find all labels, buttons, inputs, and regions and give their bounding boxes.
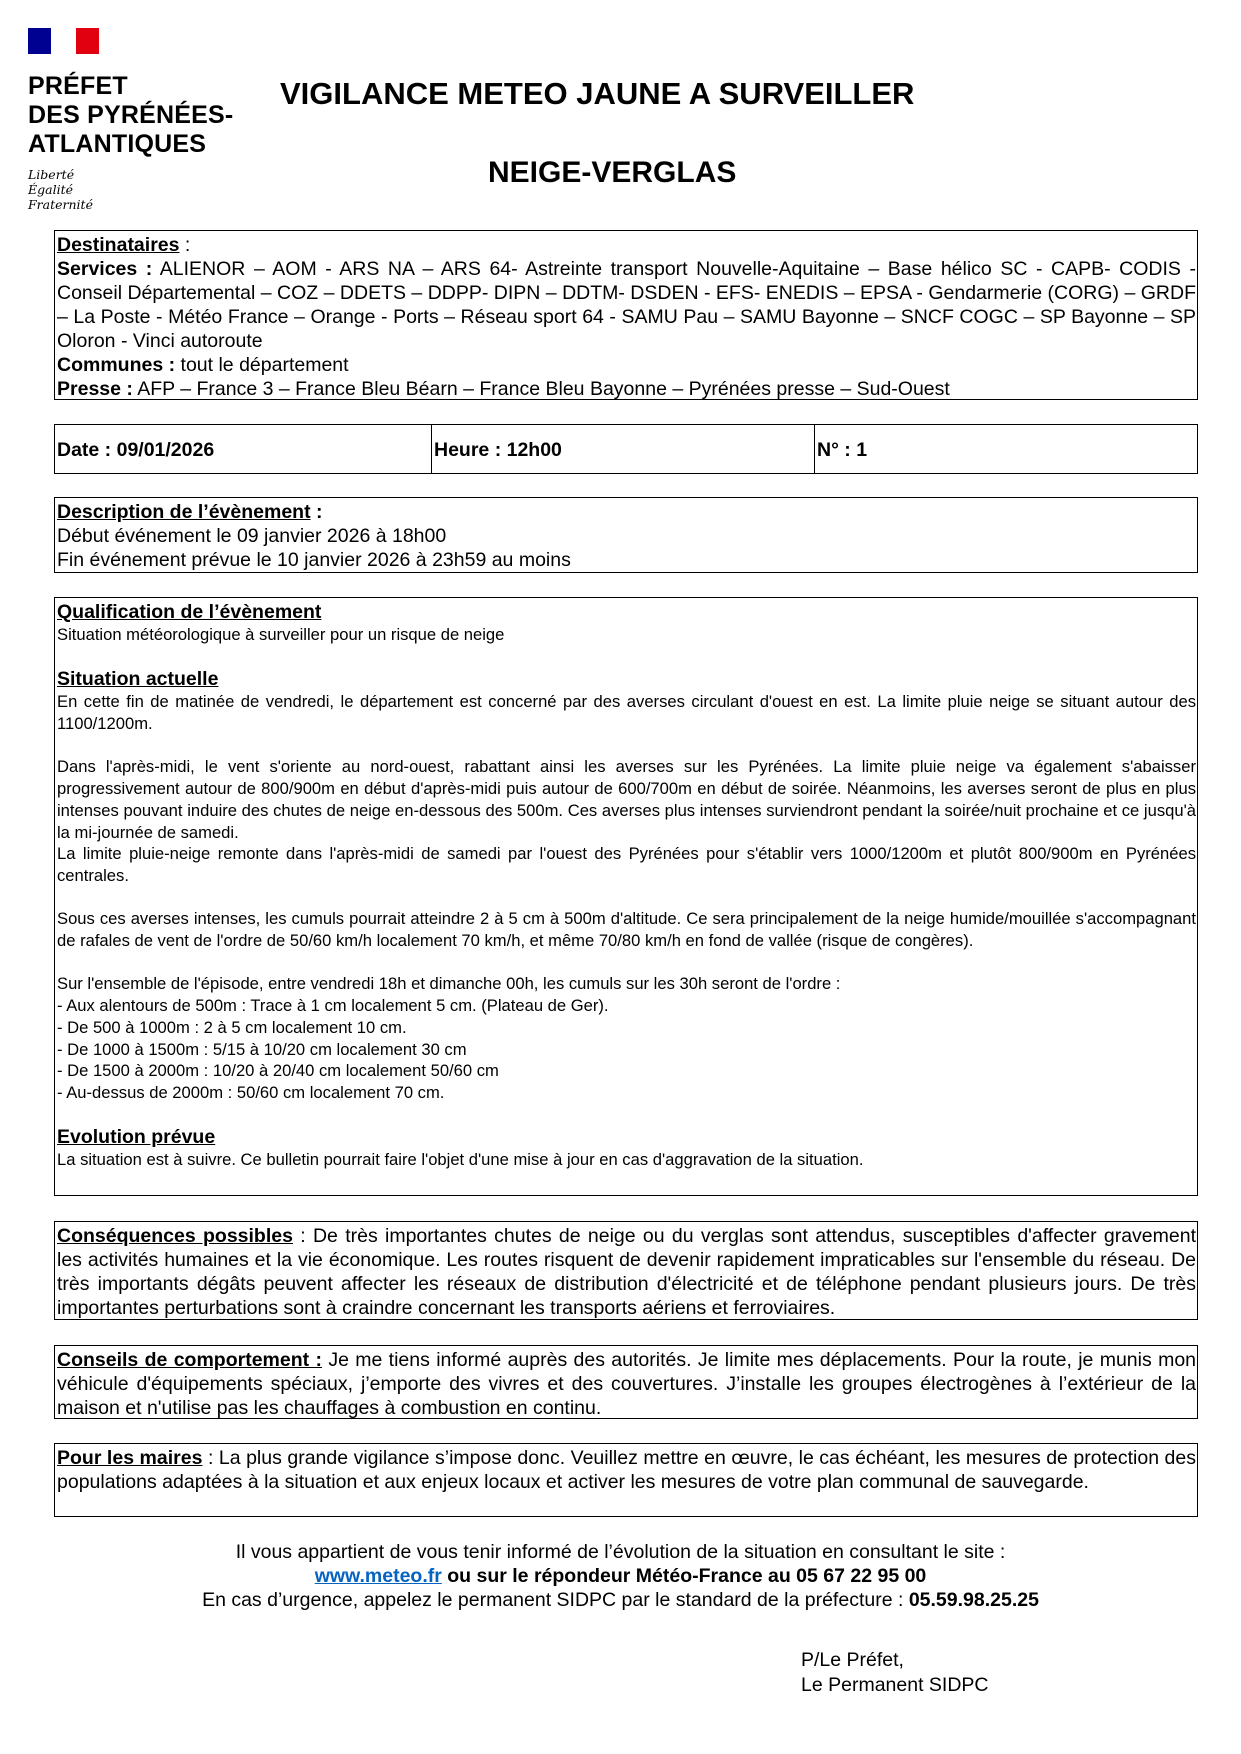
description-box: Description de l’évènement : Début événement le 09 janvier 2026 à 18h00 Fin événement prévue le 10 janvier 2026 à 23h59 au moins — [54, 497, 1198, 573]
qualification-text: Situation météorologique à surveiller pour un risque de neige — [57, 625, 505, 644]
devise: Liberté Égalité Fraternité — [28, 167, 93, 212]
french-flag-icon — [28, 28, 99, 54]
situation-p1: En cette fin de matinée de vendredi, le département est concerné par des averses circulant d'ouest en est. La limite pluie neige se situant autour des 1100/1200m. — [57, 692, 1196, 734]
page-subtitle: NEIGE-VERGLAS — [488, 156, 737, 189]
conseils-box — [54, 1345, 1198, 1419]
cumuls-list-item: - Aux alentours de 500m : Trace à 1 cm localement 5 cm. (Plateau de Ger). — [57, 996, 609, 1016]
qualification-box — [54, 597, 1198, 1196]
evolution-text: La situation est à suivre. Ce bulletin pourrait faire l'objet d'une mise à jour en cas d'aggravation de la situation. — [57, 1150, 864, 1170]
situation-label: Situation actuelle — [57, 668, 219, 691]
situation-p4: Sous ces averses intenses, les cumuls pourrait atteindre 2 à 5 cm à 500m d'altitude. Ce sera principalement de la neige humide/mouillée s'accompagnant de rafales de vent de l'ordre de 50/60 km/h localement 70 km/h, et même 70/80 km/h en fond de vallée (risque de congères). — [57, 909, 1196, 951]
presse-line: Presse : AFP – France 3 – France Bleu Béarn – France Bleu Bayonne – Pyrénées presse – Sud-Ouest — [57, 378, 950, 400]
fin-evenement: Fin événement prévue le 10 janvier 2026 à 23h59 au moins — [57, 549, 571, 571]
evolution-label: Evolution prévue — [57, 1126, 216, 1149]
conseils-text: Je me tiens informé auprès des autorités. Je limite mes déplacements. Pour la route, je munis mon véhicule d'équipements spéciaux, j’emporte des vivres et des couvertures. J’installe les groupes électrogènes à l’extérieur de la maison et n'utilise pas les chauffages à combustion en continu. — [57, 1349, 1197, 1419]
situation-p3: La limite pluie-neige remonte dans l'après-midi de samedi par l'ouest des Pyrénées pour s'établir vers 1000/1200m et plutôt 800/900m en Pyrénées centrales. — [57, 844, 1196, 885]
bulletin-numero: N° : 1 — [817, 439, 868, 461]
footer-line-2: www.meteo.fr ou sur le répondeur Météo-France au 05 67 22 95 00 — [314, 1565, 927, 1587]
destinataires-box: Destinataires : Services : ALIENOR – AOM - ARS NA – ARS 64- Astreinte transport Nouvelle-Aquitaine – Base hélico SC - CAPB- CODIS - Conseil Départemental – COZ – DDETS – DDPP- DIPN – DDTM- DSDEN - EFS- ENEDIS – EPSA - Gendarmerie (CORG) – GRDF – La Poste - Météo France – Orange - Ports – Réseau sport 64 - SAMU Pau – SAMU Bayonne – SNCF COGC – SP Bayonne – SP Oloron - Vinci autoroute Communes : tout le département Presse : AFP – France 3 – France Bleu Béarn – France Bleu Bayonne – Pyrénées presse – Sud-Ouest — [54, 230, 1198, 400]
consequences-text: : De très importantes chutes de neige ou du verglas sont attendus, susceptibles d'affecter gravement les activités humaines et la vie économique. Les routes risquent de devenir rapidement impraticables sur l'ensemble du réseau. De très importants dégâts peuvent affecter les réseaux de distribution d'électricité et de téléphone pendant plusieurs jours. De très importantes perturbations sont à craindre concernant les transports aériens et ferroviaires. — [57, 1225, 1197, 1319]
situation-p5: Sur l'ensemble de l'épisode, entre vendredi 18h et dimanche 00h, les cumuls sur les 30h seront de l'ordre : — [57, 974, 841, 994]
debut-evenement: Début événement le 09 janvier 2026 à 18h00 — [57, 525, 447, 547]
services-paragraph: Services : ALIENOR – AOM - ARS NA – ARS 64- Astreinte transport Nouvelle-Aquitaine – Base hélico SC - CAPB- CODIS - Conseil Départemental – COZ – DDETS – DDPP- DIPN – DDTM- DSDEN - EFS- ENEDIS – EPSA - Gendarmerie (CORG) – GRDF – La Poste - Météo France – Orange - Ports – Réseau sport 64 - SAMU Pau – SAMU Bayonne – SNCF COGC – SP Bayonne – SP Oloron - Vinci autoroute — [57, 258, 1196, 352]
prefecture-name: PRÉFET DES PYRÉNÉES- ATLANTIQUES — [28, 72, 234, 158]
bulletin-info-table — [54, 424, 1198, 474]
cumuls-list-item: - De 1000 à 1500m : 5/15 à 10/20 cm localement 30 cm — [57, 1039, 467, 1059]
consequences-label: Conséquences possibles — [57, 1225, 293, 1247]
situation-p2: Dans l'après-midi, le vent s'oriente au nord-ouest, rabattant ainsi les averses sur les Pyrénées. La limite pluie neige va également s'abaisser progressivement autour de 800/900m en début d'après-midi puis autour de 600/700m en début de soirée. Néanmoins, les averses seront de plus en plus intenses pouvant induire des chutes de neige en-dessous des 500m. Ces averses plus intenses surviendront pendant la soirée/nuit prochaine et ce jusqu'à la mi-journée de samedi. — [57, 757, 1196, 842]
sidpc-phone: 05.59.98.25.25 — [908, 1589, 1039, 1611]
footer-line-1: Il vous appartient de vous tenir informé de l’évolution de la situation en consultant le site : — [235, 1541, 1006, 1563]
maires-label: Pour les maires — [57, 1447, 203, 1469]
destinataires-label: Destinataires — [57, 234, 180, 256]
cumuls-list-item: - Au-dessus de 2000m : 50/60 cm localement 70 cm. — [57, 1083, 445, 1102]
conseils-label: Conseils de comportement : — [57, 1349, 322, 1371]
communes-line: Communes : tout le département — [57, 354, 349, 376]
cumuls-list-item: - De 1500 à 2000m : 10/20 à 20/40 cm localement 50/60 cm — [57, 1061, 499, 1081]
consequences-box — [54, 1221, 1198, 1320]
maires-text: : La plus grande vigilance s’impose donc. Veuillez mettre en œuvre, le cas échéant, les mesures de protection des populations adaptées à la situation et aux enjeux locaux et activer les mesures de votre plan communal de sauvegarde. — [57, 1447, 1196, 1493]
cumuls-list-item: - De 500 à 1000m : 2 à 5 cm localement 10 cm. — [57, 1017, 407, 1037]
description-label: Description de l’évènement — [57, 501, 311, 523]
qualification-label: Qualification de l’évènement — [57, 601, 322, 623]
marianne-icon — [42, 34, 82, 52]
bulletin-date: Date : 09/01/2026 — [55, 425, 432, 473]
signature: P/Le Préfet, Le Permanent SIDPC — [801, 1649, 989, 1696]
prefecture-logo — [28, 28, 238, 212]
bulletin-heure: Heure : 12h00 — [432, 425, 815, 473]
page-title: VIGILANCE METEO JAUNE A SURVEILLER — [280, 76, 915, 111]
meteo-link[interactable]: www.meteo.fr — [314, 1565, 442, 1587]
maires-box — [54, 1443, 1198, 1517]
footer-line-3: En cas d’urgence, appelez le permanent SIDPC par le standard de la préfecture : 05.59.98.25.25 — [202, 1589, 1039, 1611]
